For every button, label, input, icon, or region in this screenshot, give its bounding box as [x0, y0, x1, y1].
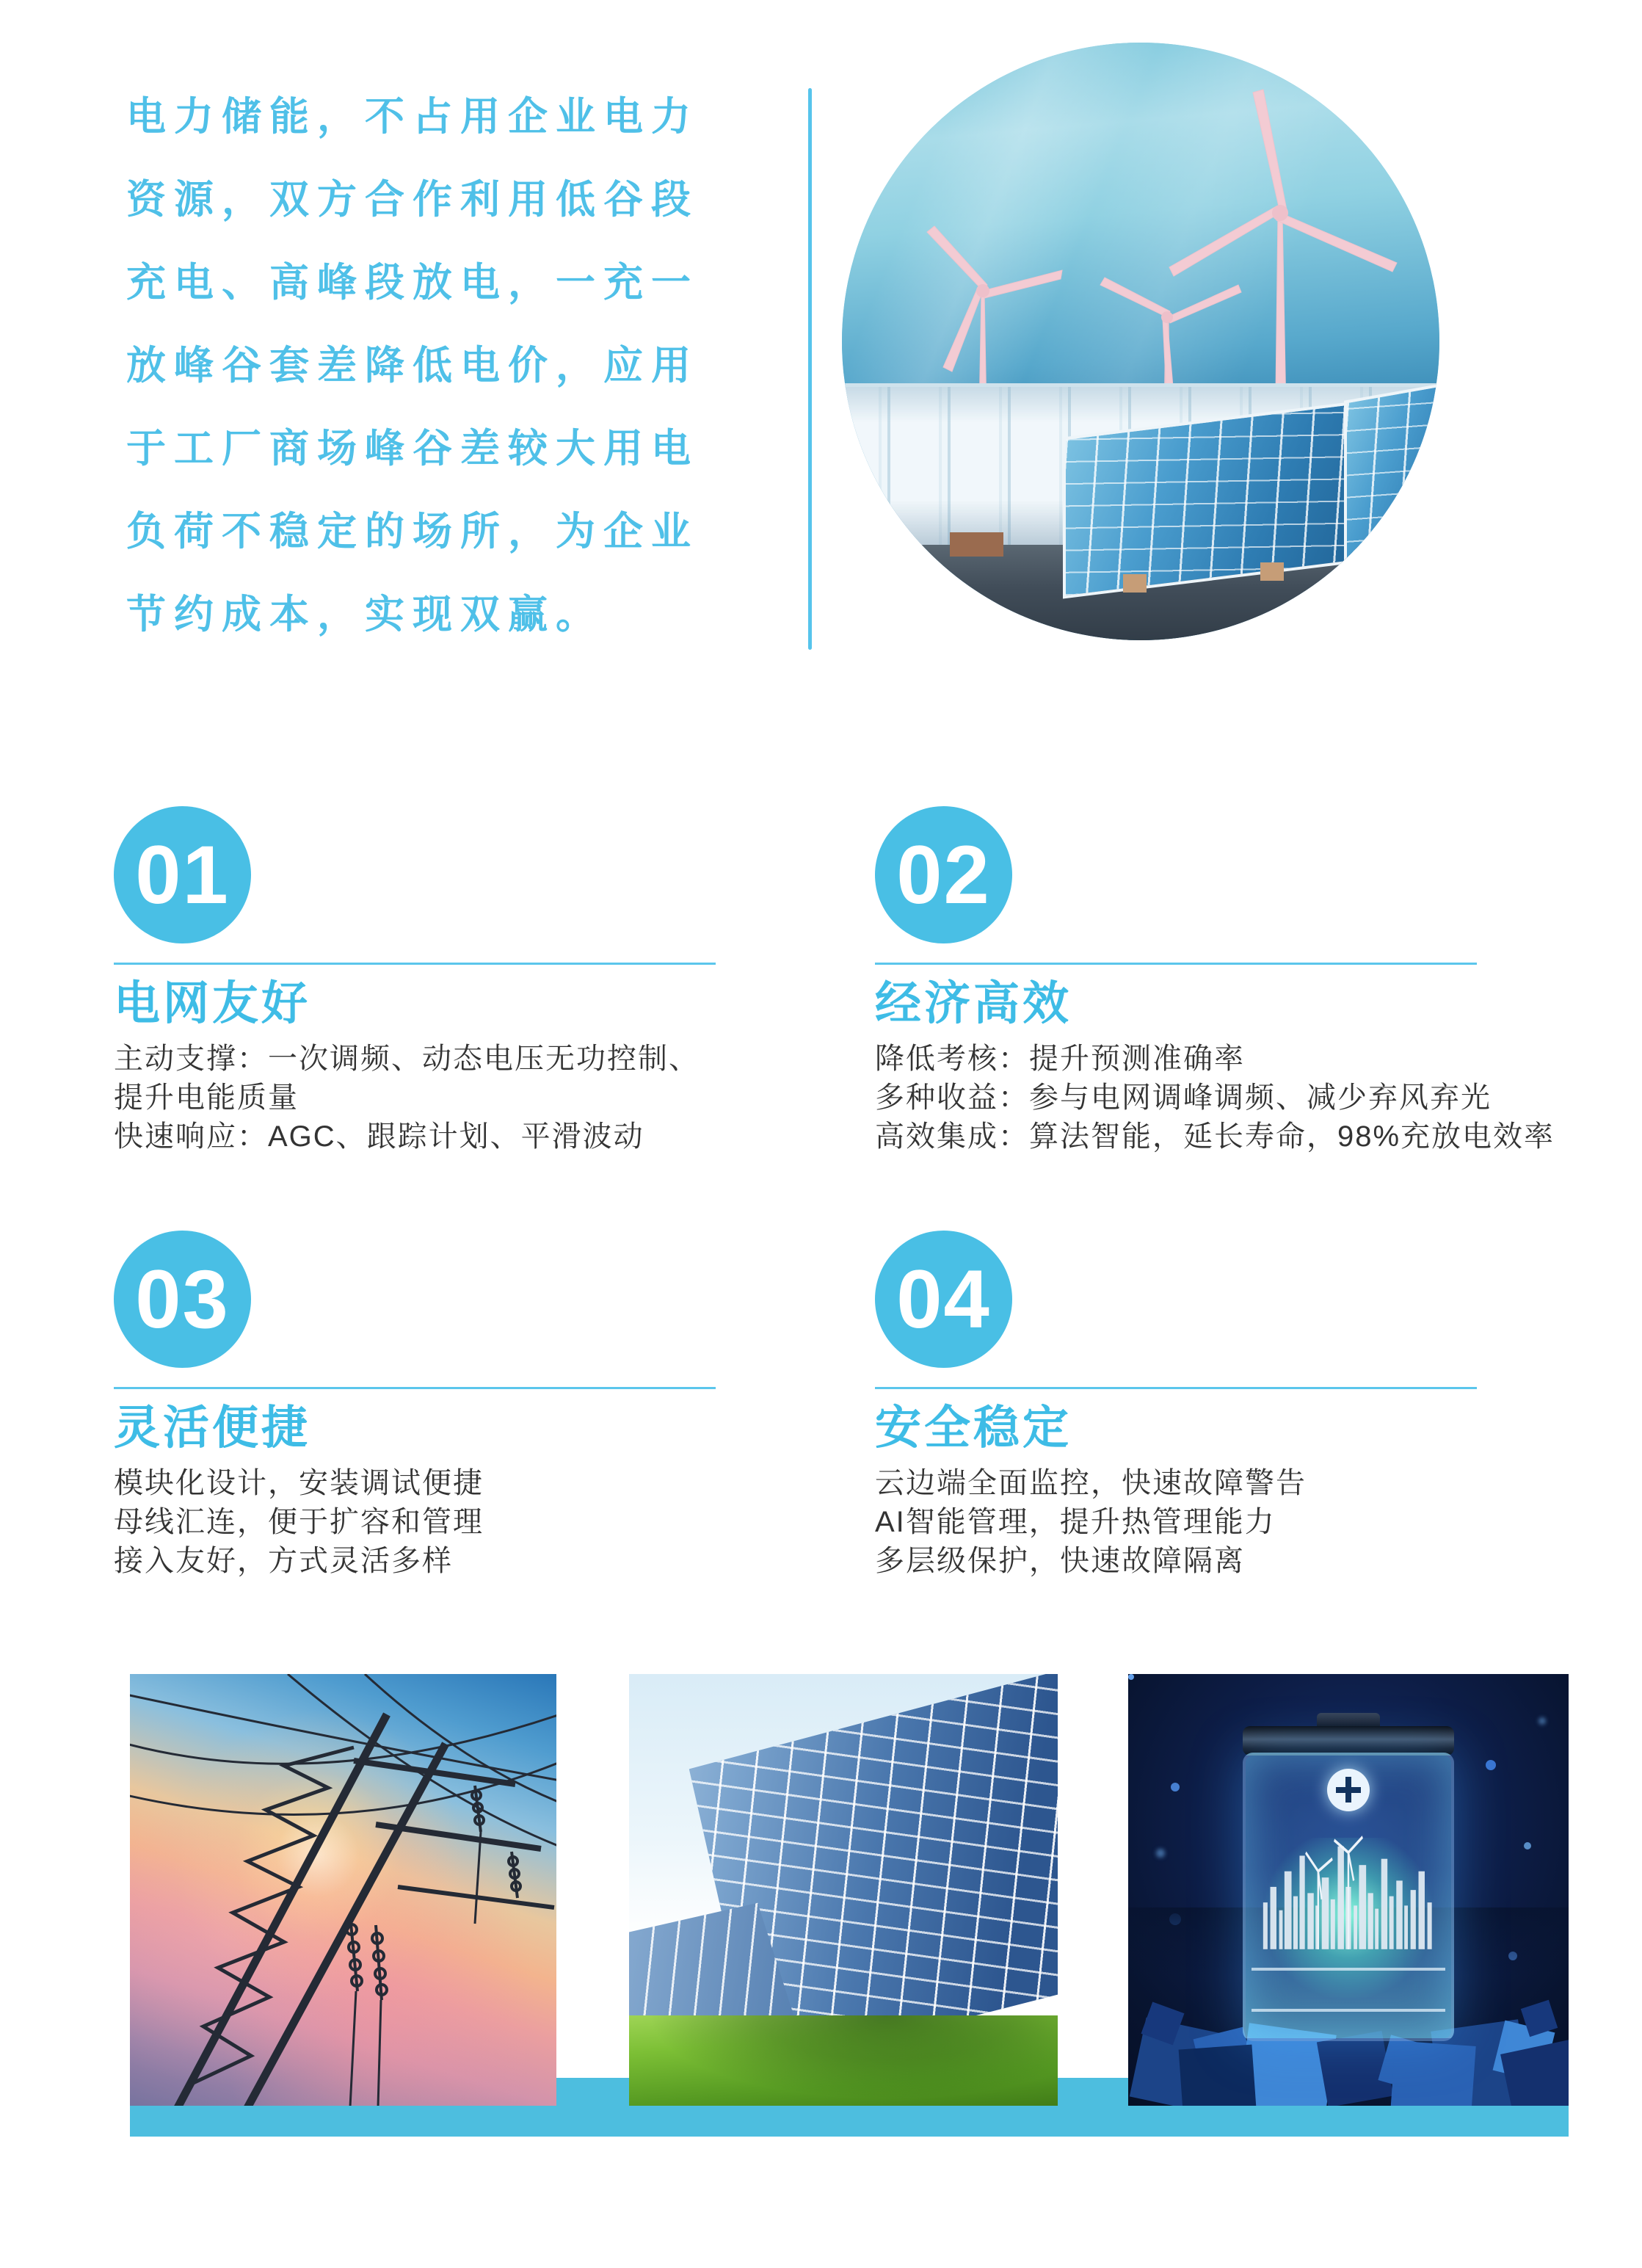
feature-title: 电网友好 — [114, 978, 310, 1029]
feature-title: 灵活便捷 — [114, 1402, 310, 1454]
intro-line: 资源，双方合作利用低谷段 — [126, 178, 699, 222]
feature-divider-line — [114, 963, 716, 965]
feature-title: 经济高效 — [875, 978, 1072, 1029]
feature-number: 03 — [135, 1253, 230, 1345]
feature-number-badge — [875, 806, 1012, 943]
plus-icon — [1327, 1769, 1370, 1811]
glass-battery — [1243, 1713, 1454, 2041]
hero-image — [842, 43, 1439, 640]
intro-line: 充电、高峰段放电，一充一 — [126, 261, 699, 305]
solar-field-photo — [629, 1674, 1058, 2106]
feature-body — [875, 1040, 1555, 1156]
panel-foot — [1260, 562, 1285, 580]
feature-line: 云边端全面监控，快速故障警告 — [875, 1467, 1307, 1499]
feature-line: 快速响应：AGC、跟踪计划、平滑波动 — [114, 1120, 644, 1153]
intro-line: 于工厂商场峰谷差较大用电 — [126, 427, 699, 471]
feature-number-badge — [114, 1231, 251, 1368]
battery-cap — [1243, 1726, 1454, 1756]
feature-number: 02 — [896, 829, 991, 921]
intro-line: 负荷不稳定的场所，为企业 — [126, 510, 699, 554]
grass-strip — [629, 2015, 1058, 2106]
feature-body — [114, 1464, 760, 1581]
panel-foot — [1123, 574, 1147, 592]
glow-dots — [1128, 1674, 1134, 1680]
feature-card-flexible — [114, 1231, 760, 1581]
feature-body — [875, 1464, 1521, 1581]
pallet-block — [950, 532, 1003, 557]
intro-line: 电力储能，不占用企业电力 — [126, 95, 699, 139]
feature-number-badge — [875, 1231, 1012, 1368]
intro-line: 放峰谷套差降低电价，应用 — [126, 344, 699, 388]
feature-divider-line — [875, 1387, 1477, 1389]
feature-line: 主动支撑：一次调频、动态电压无功控制、 — [114, 1043, 700, 1075]
tower-silhouette — [130, 1674, 556, 2106]
solar-panel-array — [1344, 377, 1439, 568]
feature-line: 接入友好，方式灵活多样 — [114, 1545, 453, 1577]
feature-line: 模块化设计，安装调试便捷 — [114, 1467, 484, 1499]
feature-card-safe — [875, 1231, 1521, 1581]
feature-card-grid-friendly — [114, 806, 760, 1156]
feature-line: AI智能管理，提升热管理能力 — [875, 1506, 1276, 1538]
feature-line: 降低考核：提升预测准确率 — [875, 1043, 1245, 1075]
feature-number: 01 — [135, 829, 230, 921]
feature-title: 安全稳定 — [875, 1402, 1072, 1454]
feature-divider-line — [114, 1387, 716, 1389]
battery-level-lines — [1252, 1930, 1446, 2015]
intro-line: 节约成本，实现双赢。 — [126, 593, 603, 637]
feature-line: 母线汇连，便于扩容和管理 — [114, 1506, 484, 1538]
transmission-tower-photo — [130, 1674, 556, 2106]
feature-line: 多层级保护，快速故障隔离 — [875, 1545, 1245, 1577]
feature-body — [114, 1040, 760, 1156]
intro-paragraph — [126, 76, 758, 656]
feature-line: 提升电能质量 — [114, 1082, 299, 1114]
feature-line: 高效集成：算法智能，延长寿命，98%充放电效率 — [875, 1120, 1555, 1153]
vertical-divider — [808, 88, 812, 650]
battery-photo — [1128, 1674, 1569, 2106]
feature-line: 多种收益：参与电网调峰调频、减少弃风弃光 — [875, 1082, 1492, 1114]
feature-number-badge — [114, 806, 251, 943]
feature-card-economic — [875, 806, 1555, 1156]
feature-divider-line — [875, 963, 1477, 965]
feature-number: 04 — [896, 1253, 991, 1345]
